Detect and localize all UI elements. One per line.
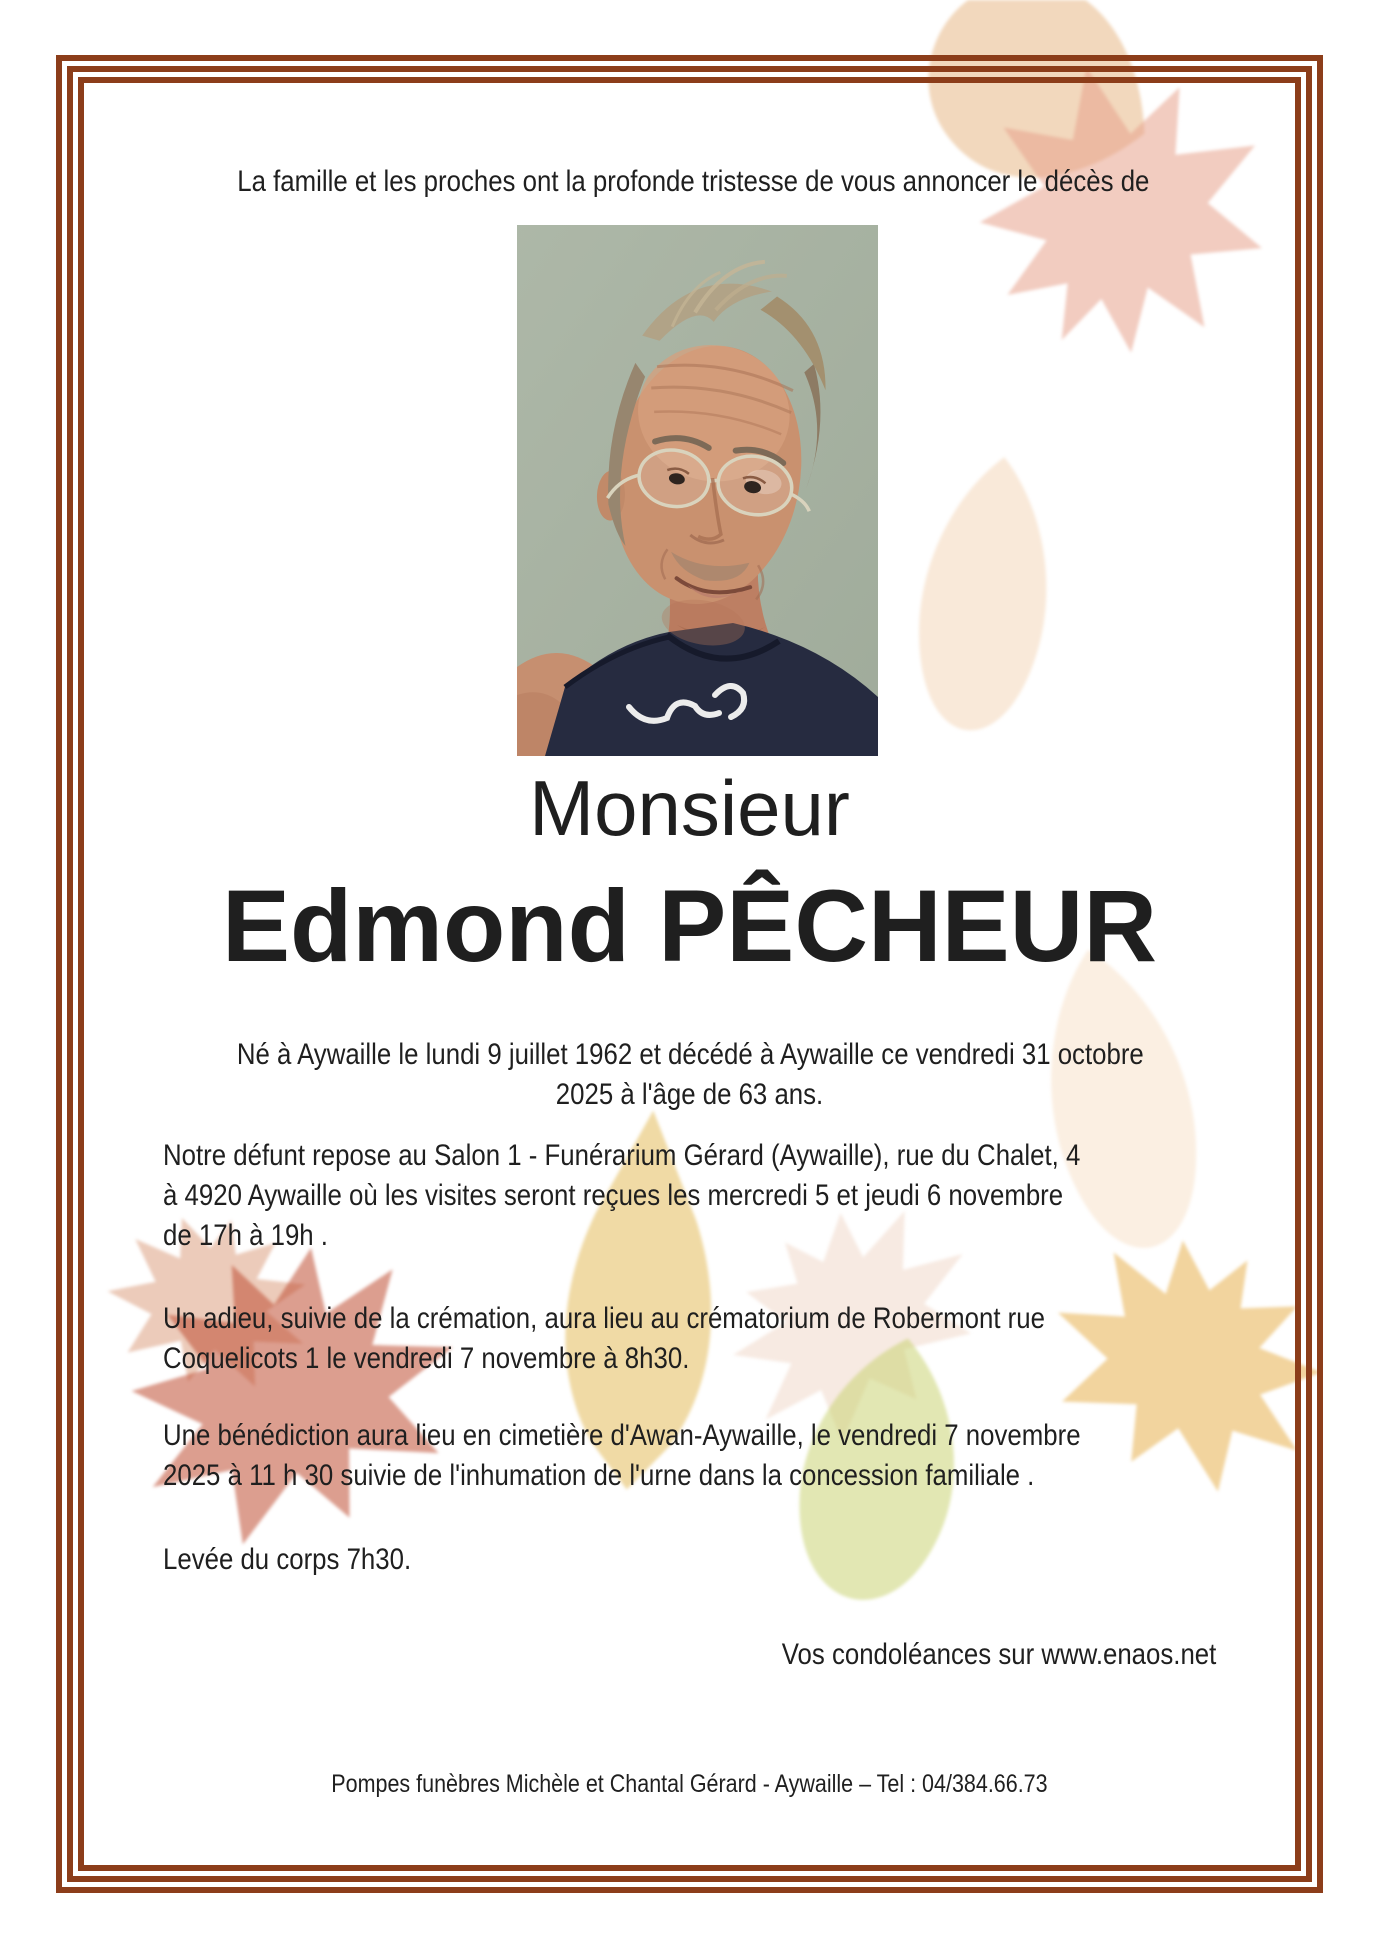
deceased-name-text: Edmond PÊCHEUR xyxy=(221,869,1158,983)
portrait-photo xyxy=(517,225,878,756)
funeral-home-footer xyxy=(163,1764,1216,1804)
cremation-paragraph xyxy=(163,1299,1216,1379)
deceased-name xyxy=(163,862,1216,990)
text-line: Levée du corps 7h30. xyxy=(163,1543,412,1576)
visitation-paragraph xyxy=(163,1136,1216,1256)
levee-du-corps-paragraph xyxy=(163,1540,1216,1580)
condolences-line xyxy=(163,1635,1216,1675)
text-line: Un adieu, suivie de la crémation, aura lieu au crématorium de Robermont rue xyxy=(163,1302,1045,1335)
text-line: Né à Aywaille le lundi 9 juillet 1962 et décédé à Aywaille ce vendredi 31 octobre xyxy=(236,1038,1144,1071)
funeral-home-text: Pompes funèbres Michèle et Chantal Gérard - Aywaille – Tel : 04/384.66.73 xyxy=(331,1770,1048,1798)
text-line: 2025 à 11 h 30 suivie de l'inhumation de l'urne dans la concession familiale . xyxy=(163,1459,1035,1492)
text-line: à 4920 Aywaille où les visites seront reçues les mercredi 5 et jeudi 6 novembre xyxy=(163,1179,1064,1212)
text-line: de 17h à 19h . xyxy=(163,1219,328,1252)
intro-sentence xyxy=(163,162,1216,202)
leaf-watermark xyxy=(905,449,1066,739)
intro-text: La famille et les proches ont la profonde tristesse de vous annoncer le décès de xyxy=(237,165,1150,198)
birth-death-paragraph xyxy=(163,1035,1216,1115)
condolences-text: Vos condoléances sur www.enaos.net xyxy=(781,1638,1216,1671)
text-line: Une bénédiction aura lieu en cimetière d'Awan-Aywaille, le vendredi 7 novembre xyxy=(163,1419,1081,1452)
text-line: Notre défunt repose au Salon 1 - Funérarium Gérard (Aywaille), rue du Chalet, 4 xyxy=(163,1139,1081,1172)
text-line: 2025 à l'âge de 63 ans. xyxy=(555,1078,824,1111)
civility-title xyxy=(163,765,1216,851)
portrait-photo-graphic xyxy=(517,225,878,756)
benediction-paragraph xyxy=(163,1416,1216,1496)
civility-text: Monsieur xyxy=(529,764,850,852)
text-line: Coquelicots 1 le vendredi 7 novembre à 8h30. xyxy=(163,1342,690,1375)
